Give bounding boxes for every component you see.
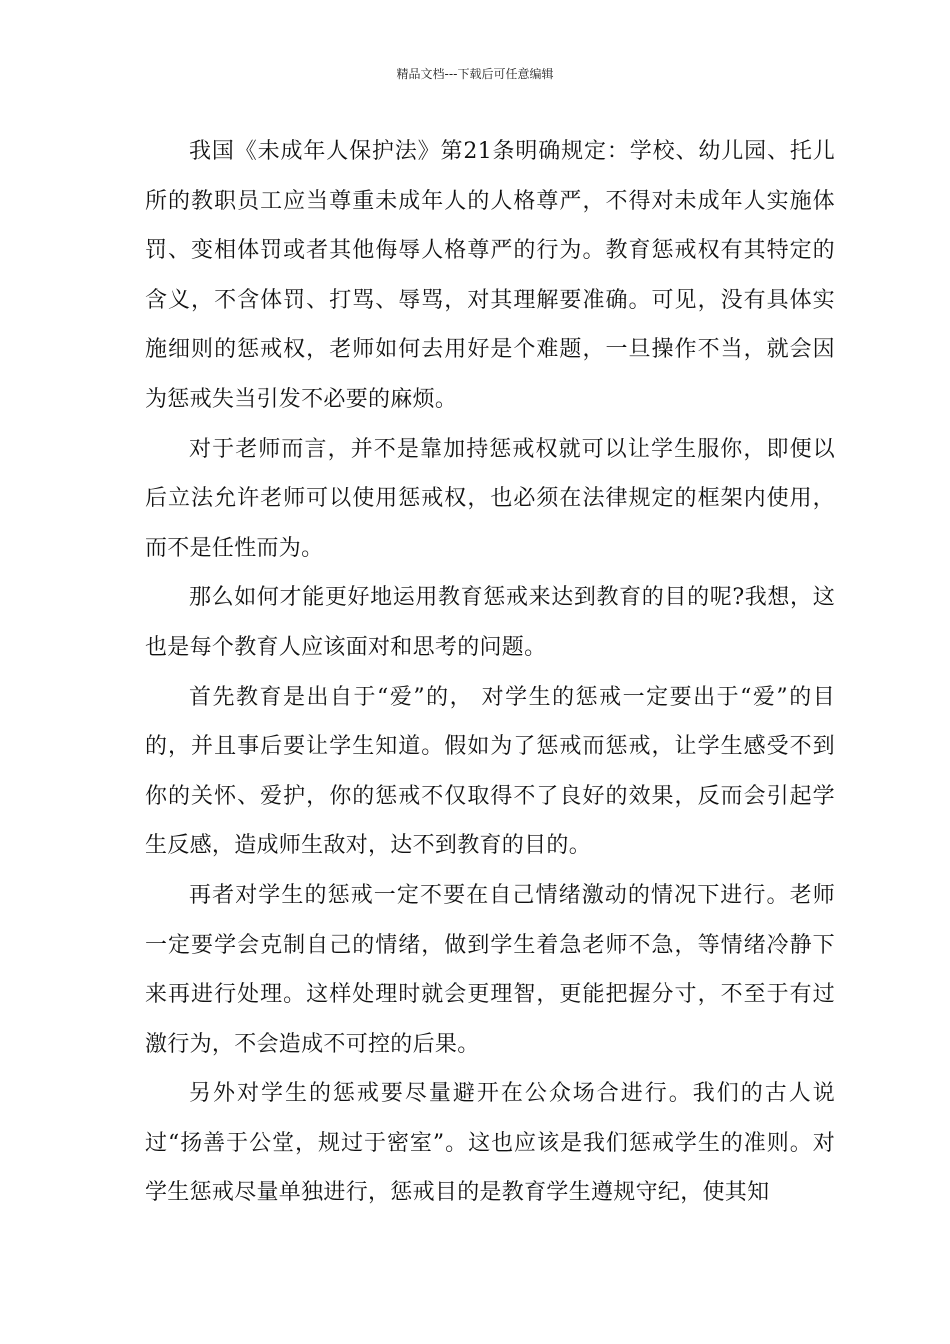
- document-body: [145, 127, 835, 1218]
- paragraph-3: 那么如何才能更好地运用教育惩戒来达到教育的目的呢?我想，这也是每个教育人应该面对和思考的问题。: [145, 585, 835, 660]
- paragraph-1: 我国《未成年人保护法》第21条明确规定：学校、幼儿园、托儿所的教职员工应当尊重未成年人的人格尊严，不得对未成年人实施体罚、变相体罚或者其他侮辱人格尊严的行为。教育惩戒权有其特定的含义，不含体罚、打骂、辱骂，对其理解要准确。可见，没有具体实施细则的惩戒权，老师如何去用好是个难题，一旦操作不当，就会因为惩戒失当引发不必要的麻烦。: [145, 139, 835, 412]
- paragraph-2: 对于老师而言，并不是靠加持惩戒权就可以让学生服你，即便以后立法允许老师可以使用惩戒权，也必须在法律规定的框架内使用，而不是任性而为。: [145, 436, 835, 561]
- paragraph-5: 再者对学生的惩戒一定不要在自己情绪激动的情况下进行。老师一定要学会克制自己的情绪，做到学生着急老师不急，等情绪冷静下来再进行处理。这样处理时就会更理智，更能把握分寸，不至于有过激行为，不会造成不可控的后果。: [145, 882, 835, 1057]
- paragraph-6: 另外对学生的惩戒要尽量避开在公众场合进行。我们的古人说过“扬善于公堂，规过于密室”。这也应该是我们惩戒学生的准则。对学生惩戒尽量单独进行，惩戒目的是教育学生遵规守纪，使其知: [145, 1081, 835, 1206]
- paragraph-4: 首先教育是出自于“爱”的， 对学生的惩戒一定要出于“爱”的目的，并且事后要让学生知道。假如为了惩戒而惩戒，让学生感受不到你的关怀、爱护，你的惩戒不仅取得不了良好的效果，反而会引起学生反感，造成师生敌对，达不到教育的目的。: [145, 684, 835, 859]
- page-header: 精品文档---下载后可任意编辑: [396, 67, 554, 81]
